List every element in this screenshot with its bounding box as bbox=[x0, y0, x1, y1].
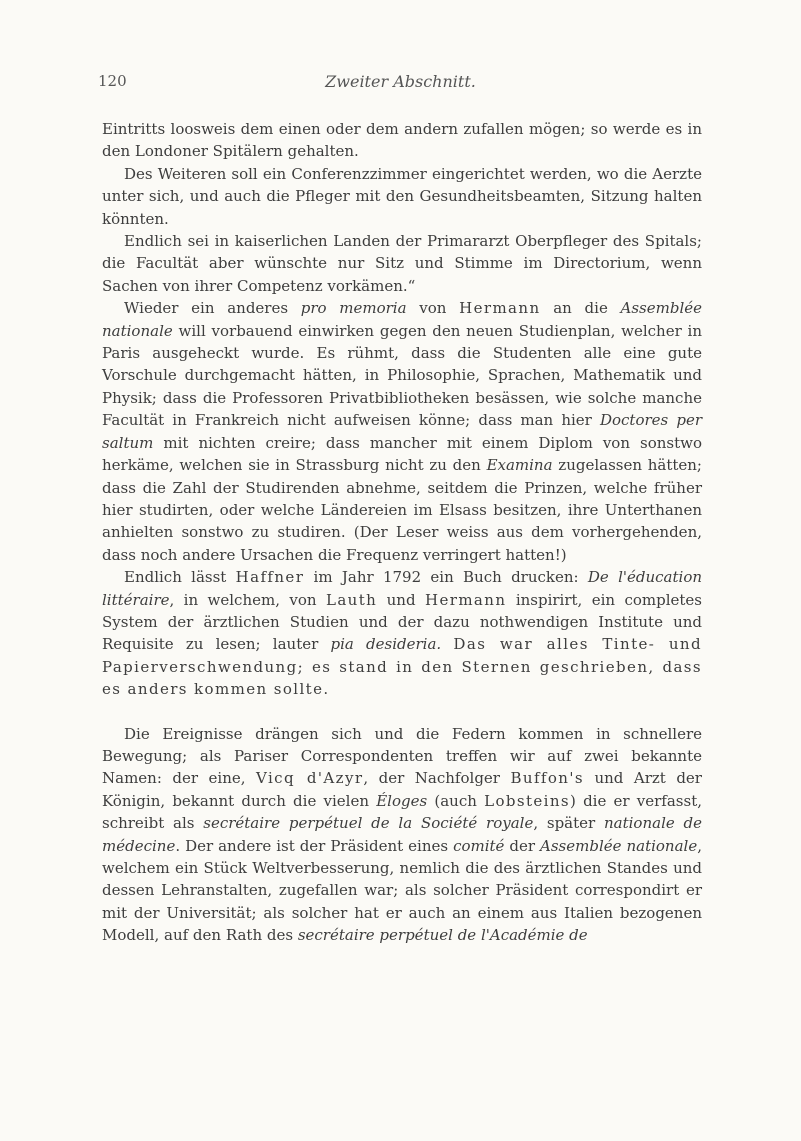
person-name: Lobsteins bbox=[484, 791, 571, 810]
paragraph-4 bbox=[102, 297, 702, 566]
person-name: Vicq d'Azyr bbox=[256, 769, 364, 788]
text-run: , der Nachfolger bbox=[363, 769, 511, 788]
text-run: Wieder ein anderes bbox=[124, 299, 301, 318]
latin-phrase: Doctores per saltum bbox=[102, 411, 702, 452]
text-run: inspirirt, ein completes System der ärztlichen Studien und der dazu nothwendigen Institute und Requisite zu lesen; lauter bbox=[102, 590, 702, 654]
text-run: . Der andere ist der Präsident eines bbox=[175, 836, 454, 855]
body-text bbox=[102, 118, 702, 947]
paragraph-3: Endlich sei in kaiserlichen Landen der Primararzt Oberpfleger des Spitals; die Facultät aber wünschte nur Sitz und Stimme im Directorium, wenn Sachen von ihrer Competenz vorkämen.“ bbox=[102, 232, 702, 295]
person-name: Haffner bbox=[235, 568, 305, 587]
institution-name: Assemblée nationale bbox=[540, 836, 698, 855]
paragraph-1: Eintritts loosweis dem einen oder dem andern zufallen mögen; so werde es in den Londoner Spitälern gehalten. bbox=[102, 120, 702, 161]
latin-phrase: pia desideria. bbox=[330, 635, 442, 654]
text-run: Endlich lässt bbox=[124, 568, 236, 587]
paragraph-2: Des Weiteren soll ein Conferenzzimmer eingerichtet werden, wo die Aerzte unter sich, und auch die Pfleger mit den Gesundheitsbeamten, Sitzung halten könnten. bbox=[102, 164, 702, 228]
running-title: Zweiter Abschnitt. bbox=[325, 72, 476, 91]
text-run: , welchem ein Stück Weltverbesserung, nemlich die des ärztlichen Standes und dessen Lehranstalten, zugefallen war; als solcher Präsident correspondirt er mit der Universität; als solcher hat er auch an einem aus Italien bezogenen Modell, auf den Rath des bbox=[102, 836, 702, 945]
institution-title: secrétaire perpétuel de l'Académie de bbox=[297, 926, 588, 945]
text-run: ) die er verfasst, schreibt als bbox=[102, 791, 702, 833]
text-run: will vorbauend einwirken gegen den neuen Studienplan, welcher in Paris ausgeheckt wurde. Es rühmt, dass die Studenten alle eine gute Vorschule durchgemacht hätten, in Philosophie, Sprachen, Mathematik und Physik; dass die Professoren Privatbibliotheken besässen, wie solche manche Facultät in Frankreich nicht aufweisen könne; dass man hier bbox=[102, 321, 702, 430]
text-run: (auch bbox=[427, 791, 485, 810]
page-header bbox=[0, 72, 801, 96]
institution-name: Assemblée nationale bbox=[102, 299, 703, 340]
work-title: Éloges bbox=[376, 791, 428, 810]
institution-title: secrétaire perpétuel de la Société royale bbox=[203, 814, 534, 833]
latin-phrase: Examina bbox=[486, 456, 553, 475]
text-run: zugelassen hätten; dass die Zahl der Studirenden abnehme, seitdem die Prinzen, welche früher hier studirten, oder welche Ländereien im Elsass besitzen, ihre Unterthanen anhielten sonstwo zu studiren. (Der Leser weiss aus dem vorhergehenden, dass noch andere Ursachen die Frequenz verringert hatten!) bbox=[102, 456, 702, 564]
spaced-sentence: Das war alles Tinte- und Papierverschwendung; es stand in den Sternen geschrieben, dass es anders kommen sollte. bbox=[102, 635, 702, 699]
text-run: , später bbox=[533, 814, 604, 833]
text-run: der bbox=[504, 836, 541, 855]
person-name: Buffon's bbox=[510, 769, 584, 788]
person-name: Lauth bbox=[325, 590, 378, 609]
section-gap bbox=[102, 701, 702, 723]
text-run bbox=[441, 635, 453, 653]
institution-title: nationale de médecine bbox=[102, 814, 703, 855]
paragraph-6 bbox=[102, 723, 702, 947]
text-run: mit nichten creire; dass mancher mit einem Diplom von sonstwo herkäme, welchen sie in Strassburg nicht zu den bbox=[102, 433, 702, 475]
text-run: und bbox=[377, 590, 425, 609]
text-run: im Jahr 1792 ein Buch drucken: bbox=[304, 568, 588, 587]
page-number: 120 bbox=[98, 72, 127, 90]
paragraph-5 bbox=[102, 566, 702, 700]
french-term: comité bbox=[453, 836, 505, 855]
text-run: an die bbox=[540, 299, 621, 318]
person-name: Hermann bbox=[424, 590, 507, 609]
book-title: De l'éducation littéraire bbox=[102, 568, 703, 609]
latin-phrase: pro memoria bbox=[300, 299, 407, 318]
text-run: Die Ereignisse drängen sich und die Federn kommen in schnellere Bewegung; als Pariser Correspondenten treffen wir auf zwei bekannte Namen: der eine, bbox=[102, 724, 702, 788]
text-run: und Arzt der Königin, bekannt durch die vielen bbox=[102, 769, 702, 810]
text-run: , in welchem, von bbox=[169, 590, 326, 609]
text-run: von bbox=[406, 299, 460, 318]
person-name: Hermann bbox=[459, 299, 541, 318]
